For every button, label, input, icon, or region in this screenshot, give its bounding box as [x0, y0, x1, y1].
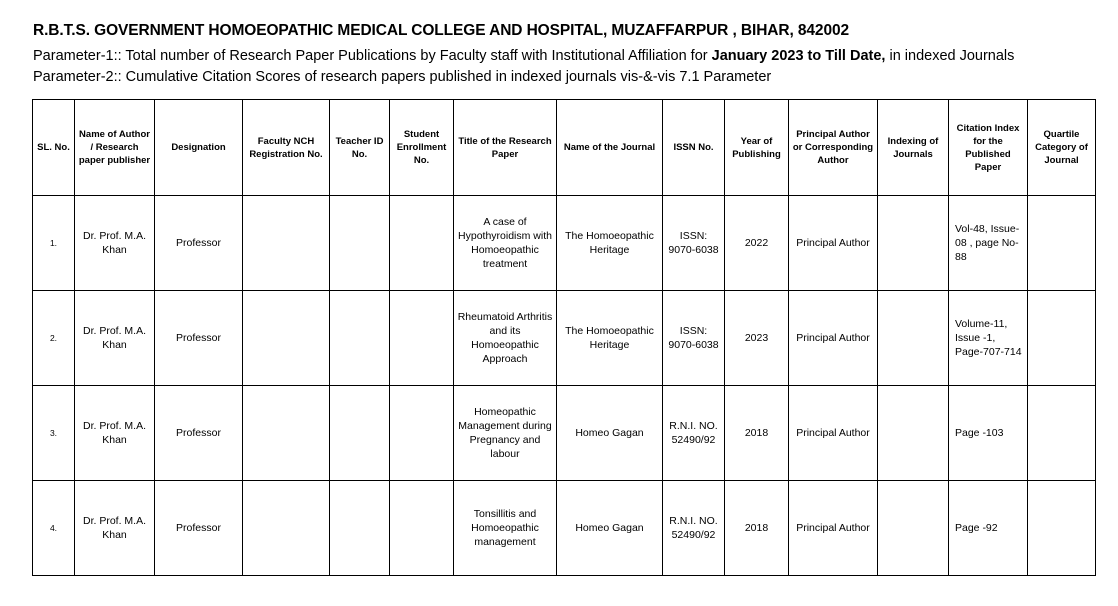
cell-paper-title: A case of Hypothyroidism with Homoeopathic treatment	[454, 196, 557, 291]
column-header-author: Name of Author / Research paper publisher	[75, 100, 155, 196]
cell-sl-no: 3.	[33, 386, 75, 481]
parameter-1-suffix: in indexed Journals	[885, 48, 1015, 64]
cell-designation: Professor	[155, 386, 243, 481]
column-header-citation-index: Citation Index for the Published Paper	[949, 100, 1028, 196]
cell-quartile	[1028, 291, 1096, 386]
cell-teacher-id	[330, 196, 390, 291]
cell-nch-registration	[243, 386, 330, 481]
cell-student-enrollment	[390, 386, 454, 481]
cell-quartile	[1028, 386, 1096, 481]
cell-citation-index: Page -103	[949, 386, 1028, 481]
header-row	[33, 100, 1096, 196]
column-header-quartile: Quartile Category of Journal	[1028, 100, 1096, 196]
cell-teacher-id	[330, 386, 390, 481]
cell-author: Dr. Prof. M.A. Khan	[75, 386, 155, 481]
column-header-teacher-id: Teacher ID No.	[330, 100, 390, 196]
cell-citation-index: Page -92	[949, 481, 1028, 576]
parameter-2-line: Parameter-2:: Cumulative Citation Scores of research papers published in indexed journals vis-&-vis 7.1 Parameter	[33, 69, 772, 85]
parameter-1-prefix: Parameter-1:: Total number of Research Paper Publications by Faculty staff with Institutional Affiliation for	[33, 48, 712, 64]
cell-author: Dr. Prof. M.A. Khan	[75, 481, 155, 576]
cell-quartile	[1028, 481, 1096, 576]
table-row	[33, 291, 1096, 386]
cell-student-enrollment	[390, 481, 454, 576]
cell-citation-index: Vol-48, Issue-08 , page No-88	[949, 196, 1028, 291]
cell-nch-registration	[243, 291, 330, 386]
column-header-designation: Designation	[155, 100, 243, 196]
cell-journal-name: Homeo Gagan	[557, 386, 663, 481]
cell-issn: ISSN: 9070-6038	[663, 196, 725, 291]
cell-teacher-id	[330, 291, 390, 386]
cell-issn: R.N.I. NO. 52490/92	[663, 481, 725, 576]
cell-sl-no: 1.	[33, 196, 75, 291]
cell-sl-no: 2.	[33, 291, 75, 386]
column-header-year: Year of Publishing	[725, 100, 789, 196]
column-header-indexing: Indexing of Journals	[878, 100, 949, 196]
cell-nch-registration	[243, 481, 330, 576]
column-header-journal-name: Name of the Journal	[557, 100, 663, 196]
cell-paper-title: Homeopathic Management during Pregnancy and labour	[454, 386, 557, 481]
page-title: R.B.T.S. GOVERNMENT HOMOEOPATHIC MEDICAL COLLEGE AND HOSPITAL, MUZAFFARPUR , BIHAR, 842002	[33, 22, 850, 39]
cell-year: 2022	[725, 196, 789, 291]
table-row	[33, 196, 1096, 291]
cell-author-role: Principal Author	[789, 196, 878, 291]
column-header-student-enrollment: Student Enrollment No.	[390, 100, 454, 196]
cell-issn: ISSN: 9070-6038	[663, 291, 725, 386]
column-header-nch-registration: Faculty NCH Registration No.	[243, 100, 330, 196]
cell-nch-registration	[243, 196, 330, 291]
table-row	[33, 386, 1096, 481]
column-header-issn: ISSN No.	[663, 100, 725, 196]
column-header-author-role: Principal Author or Corresponding Author	[789, 100, 878, 196]
cell-citation-index: Volume-11, Issue -1, Page-707-714	[949, 291, 1028, 386]
cell-year: 2018	[725, 481, 789, 576]
cell-indexing	[878, 386, 949, 481]
cell-quartile	[1028, 196, 1096, 291]
cell-author: Dr. Prof. M.A. Khan	[75, 291, 155, 386]
cell-author-role: Principal Author	[789, 481, 878, 576]
cell-indexing	[878, 481, 949, 576]
table-row	[33, 481, 1096, 576]
cell-student-enrollment	[390, 196, 454, 291]
cell-paper-title: Tonsillitis and Homoeopathic management	[454, 481, 557, 576]
cell-issn: R.N.I. NO. 52490/92	[663, 386, 725, 481]
cell-journal-name: The Homoeopathic Heritage	[557, 291, 663, 386]
cell-author-role: Principal Author	[789, 386, 878, 481]
cell-paper-title: Rheumatoid Arthritis and its Homoeopathic Approach	[454, 291, 557, 386]
cell-year: 2018	[725, 386, 789, 481]
cell-designation: Professor	[155, 481, 243, 576]
cell-designation: Professor	[155, 196, 243, 291]
cell-student-enrollment	[390, 291, 454, 386]
cell-author-role: Principal Author	[789, 291, 878, 386]
publications-table	[32, 99, 1096, 576]
column-header-sl-no: SL. No.	[33, 100, 75, 196]
column-header-paper-title: Title of the Research Paper	[454, 100, 557, 196]
parameter-1-line	[33, 48, 1014, 64]
cell-indexing	[878, 196, 949, 291]
cell-author: Dr. Prof. M.A. Khan	[75, 196, 155, 291]
cell-teacher-id	[330, 481, 390, 576]
cell-journal-name: Homeo Gagan	[557, 481, 663, 576]
cell-sl-no: 4.	[33, 481, 75, 576]
parameter-1-date-range: January 2023 to Till Date,	[711, 48, 886, 64]
cell-year: 2023	[725, 291, 789, 386]
cell-journal-name: The Homoeopathic Heritage	[557, 196, 663, 291]
cell-designation: Professor	[155, 291, 243, 386]
cell-indexing	[878, 291, 949, 386]
